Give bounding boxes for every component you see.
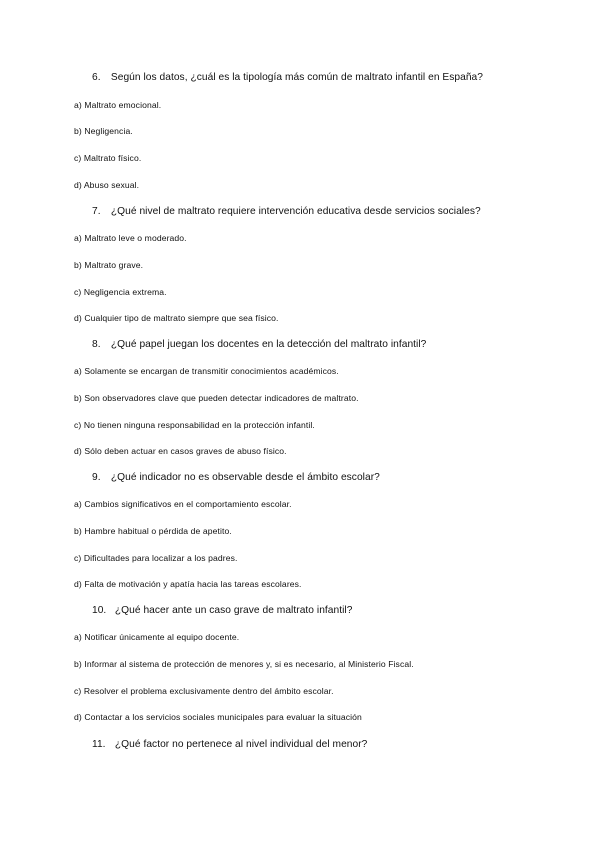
question-number: 8. bbox=[92, 339, 101, 350]
option-b: b) Informar al sistema de protección de menores y, si es necesario, al Ministerio Fiscal. bbox=[74, 659, 414, 669]
question-text: ¿Qué papel juegan los docentes en la detección del maltrato infantil? bbox=[110, 339, 427, 350]
question-7 bbox=[92, 206, 481, 217]
option-d: d) Cualquier tipo de maltrato siempre que sea físico. bbox=[74, 313, 279, 323]
question-text: ¿Qué nivel de maltrato requiere intervención educativa desde servicios sociales? bbox=[110, 206, 481, 217]
question-11 bbox=[92, 739, 367, 750]
question-9 bbox=[92, 472, 380, 483]
option-a: a) Solamente se encargan de transmitir conocimientos académicos. bbox=[74, 366, 339, 376]
option-a: a) Maltrato leve o moderado. bbox=[74, 233, 187, 243]
option-b: b) Maltrato grave. bbox=[74, 260, 144, 270]
question-6 bbox=[92, 72, 483, 83]
option-a: a) Notificar únicamente al equipo docente. bbox=[74, 632, 240, 642]
question-number: 6. bbox=[92, 72, 101, 83]
option-a: a) Cambios significativos en el comportamiento escolar. bbox=[74, 499, 292, 509]
option-b: b) Hambre habitual o pérdida de apetito. bbox=[74, 526, 232, 536]
option-c: c) Maltrato físico. bbox=[74, 153, 142, 163]
question-number: 9. bbox=[92, 472, 101, 483]
option-c: c) Resolver el problema exclusivamente dentro del ámbito escolar. bbox=[74, 686, 334, 696]
option-a: a) Maltrato emocional. bbox=[74, 100, 162, 110]
option-d: d) Abuso sexual. bbox=[74, 180, 140, 190]
question-text: ¿Qué hacer ante un caso grave de maltrato infantil? bbox=[114, 605, 353, 616]
question-text: Según los datos, ¿cuál es la tipología más común de maltrato infantil en España? bbox=[110, 72, 483, 83]
question-number: 7. bbox=[92, 206, 101, 217]
option-d: d) Falta de motivación y apatía hacia las tareas escolares. bbox=[74, 579, 302, 589]
option-d: d) Sólo deben actuar en casos graves de abuso físico. bbox=[74, 446, 287, 456]
question-8 bbox=[92, 339, 426, 350]
option-b: b) Son observadores clave que pueden detectar indicadores de maltrato. bbox=[74, 393, 359, 403]
option-c: c) No tienen ninguna responsabilidad en la protección infantil. bbox=[74, 420, 315, 430]
question-10 bbox=[92, 605, 352, 616]
option-b: b) Negligencia. bbox=[74, 126, 133, 136]
question-number: 11. bbox=[92, 739, 106, 750]
option-d: d) Contactar a los servicios sociales municipales para evaluar la situación bbox=[74, 712, 362, 722]
question-text: ¿Qué factor no pertenece al nivel individual del menor? bbox=[114, 739, 368, 750]
option-c: c) Negligencia extrema. bbox=[74, 287, 167, 297]
option-c: c) Dificultades para localizar a los padres. bbox=[74, 553, 238, 563]
question-number: 10. bbox=[92, 605, 107, 616]
question-text: ¿Qué indicador no es observable desde el ámbito escolar? bbox=[110, 472, 380, 483]
